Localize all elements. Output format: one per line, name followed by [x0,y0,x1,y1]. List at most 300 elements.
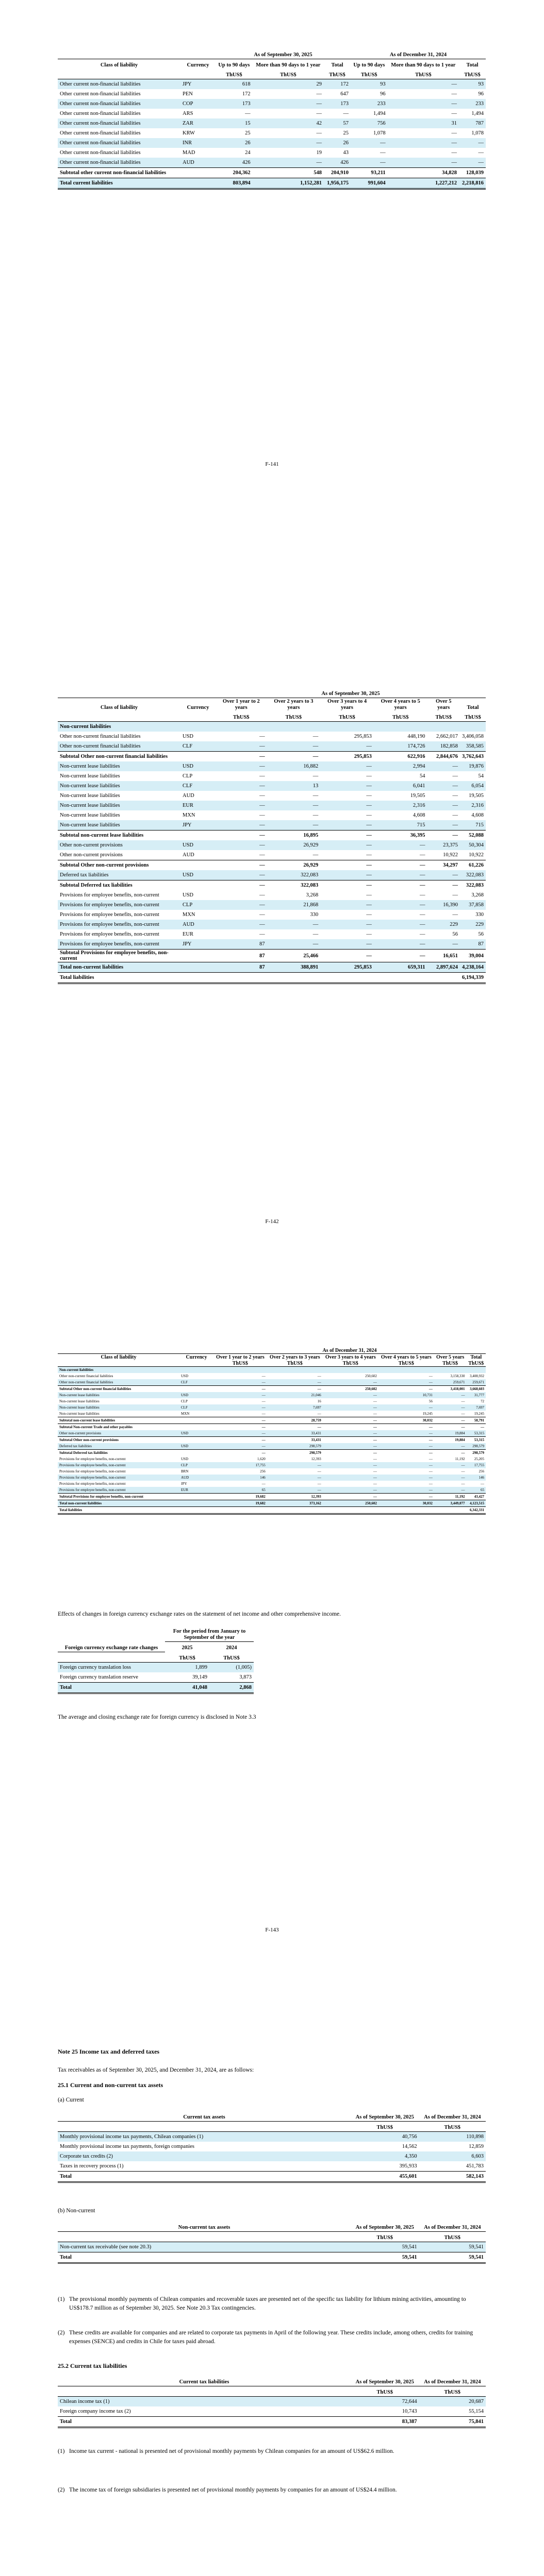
cell-value [267,1507,323,1514]
cell-value: 65 [213,1487,267,1494]
cell-value: — [452,773,458,779]
cell-value: 6,041 [374,781,427,791]
column-header: As of December 31, 2024 [419,2376,486,2386]
currency-cell [180,973,216,984]
cell-value: — [323,1417,378,1424]
cell-value: 19,505 [469,793,484,799]
cell-value: — [323,1475,378,1481]
row-label: Monthly provisional income tax payments, Chilean companies (1) [58,2132,351,2142]
cell-value: — [261,1482,266,1486]
table-row [58,1398,486,1404]
fx-section [0,1628,544,1694]
table-row [58,148,486,158]
row-label: Other current non-financial liabilities [58,158,180,168]
cell-value: — [320,880,374,891]
cell-value: — [427,820,460,831]
cell-value: — [213,1379,267,1386]
non-current-liabilities-table-2024 [58,1347,486,1515]
cell-value: 2,844,676 [427,752,460,762]
cell-value: — [451,111,457,116]
cell-value: 4,608 [471,812,484,819]
cell-value: 4,608 [413,812,425,819]
cell-value: — [434,1443,467,1450]
row-label: Other current non-financial liabilities [58,79,180,90]
cell-value: — [428,1374,433,1378]
cell-value: 23,375 [427,840,460,850]
currency-cell: EUR [180,801,216,810]
row-label: Subtotal Other non-current provisions [58,1437,179,1444]
row-label: Other current non-financial liabilities [58,118,180,128]
table-row [58,810,486,820]
section-title: 25.1 Current and non-current tax assets [58,2081,163,2089]
cell-value: 87 [460,939,486,950]
cell-value: 59,541 [351,2242,419,2252]
cell-value: 13 [267,781,321,791]
cell-value: — [213,1404,267,1411]
column-header: Class of liability [100,705,138,711]
cell-value: 330 [475,912,484,918]
cell-value: — [427,761,460,771]
cell-value: 61,226 [460,860,486,871]
cell-value: — [378,1424,434,1431]
row-label: Subtotal Provisions for employee benefits, non-current [58,950,180,962]
cell-value: — [420,912,425,918]
cell-value: — [317,1482,321,1486]
column-header: Over 4 years to 5 years [381,699,420,711]
currency-cell [180,178,216,189]
cell-value: — [312,931,319,938]
cell-value: — [320,801,374,810]
cell-value: — [366,852,372,858]
cell-value: 3,158,330 [450,1374,465,1378]
cell-value: 250,602 [365,1374,377,1378]
column-header: Class of liability [101,1354,137,1360]
cell-value: 298,579 [467,1443,486,1450]
cell-value: — [374,950,427,962]
cell-value: — [312,812,319,819]
cell-value: — [261,1399,266,1403]
page-number: F-142 [265,1218,279,1225]
cell-value: 56 [452,931,458,938]
cell-value: 3,873 [239,1674,252,1680]
currency-cell: ZAR [180,118,216,128]
cell-value: — [461,1482,465,1486]
cell-value: — [373,1457,377,1461]
cell-value: — [317,1469,321,1473]
table-row [58,2406,486,2417]
cell-value: 26 [216,138,253,148]
cell-value: — [374,860,427,871]
cell-value: — [452,793,458,799]
row-label: Subtotal Non-current Trade and other payables [58,1424,179,1431]
row-label: Foreign currency translation loss [58,1662,165,1672]
table-row [58,1430,486,1437]
unit-header: ThUS$ [267,711,321,722]
footnote [58,2447,486,2456]
unit-header: ThUS$ [459,69,486,79]
cell-value: 16,390 [427,900,460,910]
fx-header-left: Foreign currency exchange rate changes [58,1628,165,1652]
currency-cell: KRW [183,130,195,136]
currency-cell: CLP [181,1399,188,1403]
unit-header: ThUS$ [216,711,267,722]
cell-value: — [427,939,460,950]
cell-value: 19 [316,150,322,156]
cell-value: 1,078 [471,130,484,136]
table-row [58,1468,486,1475]
section-row [58,722,486,732]
column-header: Over 1 year to 2 years [216,1354,265,1360]
cell-value: — [259,734,265,740]
cell-value: — [434,1392,467,1398]
column-header: Currency [186,1354,207,1360]
currency-cell [180,752,216,762]
row-label: Non-current lease liabilities [60,812,120,819]
cell-value: 19,884 [434,1437,467,1444]
cell-value: 10,731 [378,1392,434,1398]
cell-value: — [267,801,321,810]
cell-value: — [388,99,459,109]
currency-cell: CLP [183,773,193,779]
cell-value: 298,579 [467,1450,486,1456]
cell-value: — [213,1424,267,1431]
table-row [58,1456,486,1462]
unit-header: ThUS$ [460,711,486,722]
cell-value: 53,315 [467,1437,486,1444]
cell-value: — [451,150,457,156]
cell-value: — [312,734,319,740]
cell-value: — [216,781,267,791]
table-row [58,920,486,929]
column-header: Total [466,62,479,68]
cell-value [374,973,427,984]
cell-value: 41,048 [165,1682,209,1693]
cell-value: 4,350 [351,2151,419,2161]
cell-value: 426 [324,158,351,168]
cell-value: — [323,1379,378,1386]
row-label: Non-current lease liabilities [58,761,180,771]
table-row [58,840,486,850]
column-header: Over 3 years to 4 years [327,699,367,711]
table-row [58,781,486,791]
cell-value: 146 [467,1475,486,1481]
table-row [58,1462,486,1468]
cell-value: — [452,912,458,918]
cell-value: — [267,741,321,752]
cell-value: — [434,1487,467,1494]
cell-value: — [320,820,374,831]
cell-value: — [323,1494,378,1500]
cell-value: — [323,1392,378,1398]
cell-value: — [378,1450,434,1456]
cell-value: 87 [216,950,267,962]
column-header: Up to 90 days [218,62,250,68]
cell-value: — [434,1475,467,1481]
subtotal-row [58,831,486,841]
cell-value: 21,868 [267,900,321,910]
column-header: Over 2 years to 3 years [274,699,314,711]
footnote-number: (1) [58,2448,65,2454]
currency-cell: JPY [180,79,216,90]
cell-value: — [320,781,374,791]
subtotal-row [58,1437,486,1444]
cell-value: — [267,752,321,762]
row-label: Monthly provisional income tax payments, foreign companies [60,2144,194,2149]
footnote [58,2329,486,2346]
cell-value: — [323,1450,378,1456]
subtotal-row [58,880,486,891]
cell-value: 93 [459,79,486,90]
unit-header: ThUS$ [419,2232,486,2242]
cell-value: — [320,831,374,841]
column-header: Over 5 years [436,699,452,711]
cell-value: — [320,741,374,752]
cell-value: 26,929 [267,860,321,871]
cell-value: 803,894 [216,178,253,189]
unit-header: ThUS$ [351,69,388,79]
cell-value: 6,194,339 [460,973,486,984]
row-label: Chilean income tax (1) [58,2397,351,2407]
cell-value: 12,859 [469,2144,484,2149]
unit-header: ThUS$ [434,1360,467,1367]
cell-value: 37,858 [460,900,486,910]
cell-value: — [261,1374,266,1378]
cell-value: — [427,831,460,841]
cell-value: 259,671 [434,1379,467,1386]
row-label: Subtotal non-current lease liabilities [58,831,180,841]
cell-value: 256 [479,1469,484,1473]
current-tax-liabilities-section [0,2376,544,2428]
cell-value: 26 [324,138,351,148]
closing-paragraph: The average and closing exchange rate for foreign currency is disclosed in Note 3.3 [58,1714,256,1720]
cell-value: — [317,1412,321,1416]
table-row [58,2397,486,2407]
cell-value: 1,956,175 [324,178,351,189]
cell-value: 426 [216,158,253,168]
cell-value: — [216,880,267,891]
current-tax-assets-section [0,2111,544,2183]
cell-value: — [366,812,372,819]
cell-value: 6,054 [460,781,486,791]
subtotal-row [58,1494,486,1500]
currency-cell [179,1417,213,1424]
row-label: Other non-current financial liabilities [59,1374,113,1378]
table-row [58,1379,486,1386]
table-row [58,791,486,801]
cell-value: 19,245 [422,1412,433,1416]
currency-cell: USD [183,892,194,899]
subsection-label: (b) Non-current [58,2208,95,2214]
currency-cell [180,831,216,841]
cell-value: 87 [216,962,267,973]
cell-value: — [216,741,267,752]
subtotal-row [58,752,486,762]
currency-cell: AUD [183,852,194,858]
cell-value: 3,268 [306,892,319,899]
subtotal-row [58,1417,486,1424]
row-label: Other current non-financial liabilities [58,138,180,148]
cell-value: 28,759 [267,1417,323,1424]
cell-value: — [259,912,265,918]
cell-value: — [378,1443,434,1450]
column-header: More than 90 days to 1 year [391,62,456,68]
cell-value: — [374,870,427,880]
subtotal-row [58,950,486,962]
row-label: Other current non-financial liabilities [58,99,180,109]
cell-value: — [316,111,322,116]
page-number: F-143 [265,1927,279,1933]
unit-header: ThUS$ [374,711,427,722]
currency-cell [180,962,216,973]
cell-value: 31,777 [467,1392,486,1398]
cell-value: — [320,939,374,950]
cell-value: 128,039 [459,168,486,178]
currency-cell: AUD [180,158,216,168]
cell-value: — [320,761,374,771]
cell-value: — [378,1487,434,1494]
cell-value: — [366,892,372,899]
total-row [58,178,486,189]
row-label: Non-current lease liabilities [58,801,180,810]
non-current-liabilities-table-2025 [58,688,486,984]
cell-value: 2,662,017 [436,734,458,740]
cell-value: — [323,1462,378,1468]
table-row [58,929,486,939]
cell-value: — [427,801,460,810]
cell-value: 55,154 [469,2409,484,2414]
currency-cell: JPY [181,1482,187,1486]
currency-cell: BRN [181,1469,189,1473]
row-label: Total current liabilities [58,178,180,189]
cell-value: 373,162 [267,1500,323,1507]
row-label: Provisions for employee benefits, non-current [60,912,159,918]
cell-value: 358,585 [460,741,486,752]
row-label: Total non-current liabilities [58,962,180,973]
unit-header: ThUS$ [320,711,374,722]
cell-value: 2,868 [209,1682,254,1693]
table-row [58,2151,486,2161]
cell-value: — [323,1430,378,1437]
footnote-text: These credits are available for companies and are related to corporate tax payments in April of the following year. These credits include, among others, credits for training expenses (SENCE) and credits in Chile for taxes paid abroad. [69,2330,473,2345]
cell-value: — [316,130,322,136]
currency-cell [179,1437,213,1444]
currency-cell: CLF [180,781,216,791]
cell-value: 26,929 [267,840,321,850]
cell-value: — [259,931,265,938]
cell-value: — [452,892,458,899]
cell-value: 10,743 [402,2409,417,2414]
cell-value: 39,149 [192,1674,207,1680]
cell-value: 11,192 [455,1457,465,1461]
cell-value: 25 [245,130,251,136]
cell-value: 54 [478,773,484,779]
currency-cell: PEN [183,91,193,97]
cell-value: — [267,920,321,929]
currency-cell [179,1386,213,1393]
cell-value: — [478,150,484,156]
cell-value: — [213,1443,267,1450]
table-row [58,2161,486,2172]
cell-value: 6,603 [419,2151,486,2161]
cell-value: 33,431 [267,1430,323,1437]
cell-value: 39,004 [460,950,486,962]
cell-value: 3,762,643 [460,752,486,762]
cell-value: — [253,99,324,109]
cell-value: 172 [242,91,251,97]
cell-value: 59,541 [419,2252,486,2263]
cell-value: — [434,1404,467,1411]
currency-cell: USD [180,761,216,771]
cell-value: — [216,820,267,831]
cell-value: 36,395 [374,831,427,841]
cell-value: — [451,91,457,97]
row-label: Subtotal Other non-current financial liabilities [58,1386,179,1393]
cell-value: — [213,1437,267,1444]
row-label: Non-current lease liabilities [59,1412,100,1416]
cell-value: — [213,1386,267,1393]
cell-value: — [366,773,372,779]
cell-value: 19,876 [460,761,486,771]
cell-value: — [434,1417,467,1424]
subtotal-row [58,1450,486,1456]
currency-cell: AUD [180,920,216,929]
fx-year-header: 2025 [182,1645,193,1651]
unit-header: ThUS$ [351,2232,419,2242]
cell-value: — [461,1399,465,1403]
cell-value: — [216,870,267,880]
cell-value: — [481,1482,484,1486]
table-row [58,1443,486,1450]
column-header: Up to 90 days [353,62,385,68]
table-row [58,2242,486,2252]
cell-value: 29 [253,79,324,90]
cell-value: — [267,1379,323,1386]
currency-cell: CLP [179,1462,213,1468]
cell-value: 991,604 [351,178,388,189]
table-row [58,900,486,910]
cell-value: 59,541 [351,2252,419,2263]
cell-value: 647 [340,91,349,97]
row-label: Other current non-financial liabilities [60,91,141,97]
cell-value: 172 [324,79,351,90]
cell-value: 2,316 [374,801,427,810]
column-header: More than 90 days to 1 year [256,62,321,68]
cell-value: — [323,1443,378,1450]
cell-value: 787 [459,118,486,128]
non-current-tax-assets-table [58,2222,486,2264]
cell-value: — [259,793,265,799]
cell-value: 16 [317,1399,321,1403]
cell-value: — [259,773,265,779]
cell-value: 295,853 [320,962,374,973]
unit-header: ThUS$ [427,711,460,722]
currency-cell: EUR [179,1487,213,1494]
table-row [58,732,486,741]
cell-value: 93,211 [351,168,388,178]
cell-value: 322,083 [267,870,321,880]
cell-value: — [374,900,427,910]
unit-header: ThUS$ [216,69,253,79]
cell-value: 582,143 [419,2172,486,2182]
cell-value: 6,342,331 [467,1507,486,1514]
cell-value: 43 [343,150,349,156]
cell-value: — [366,912,372,918]
group-header: As of December 31, 2024 [213,1347,486,1354]
group-header: As of September 30, 2025 [216,688,486,698]
table-row [58,1662,254,1672]
cell-value: 57 [324,118,351,128]
cell-value: — [343,111,349,116]
